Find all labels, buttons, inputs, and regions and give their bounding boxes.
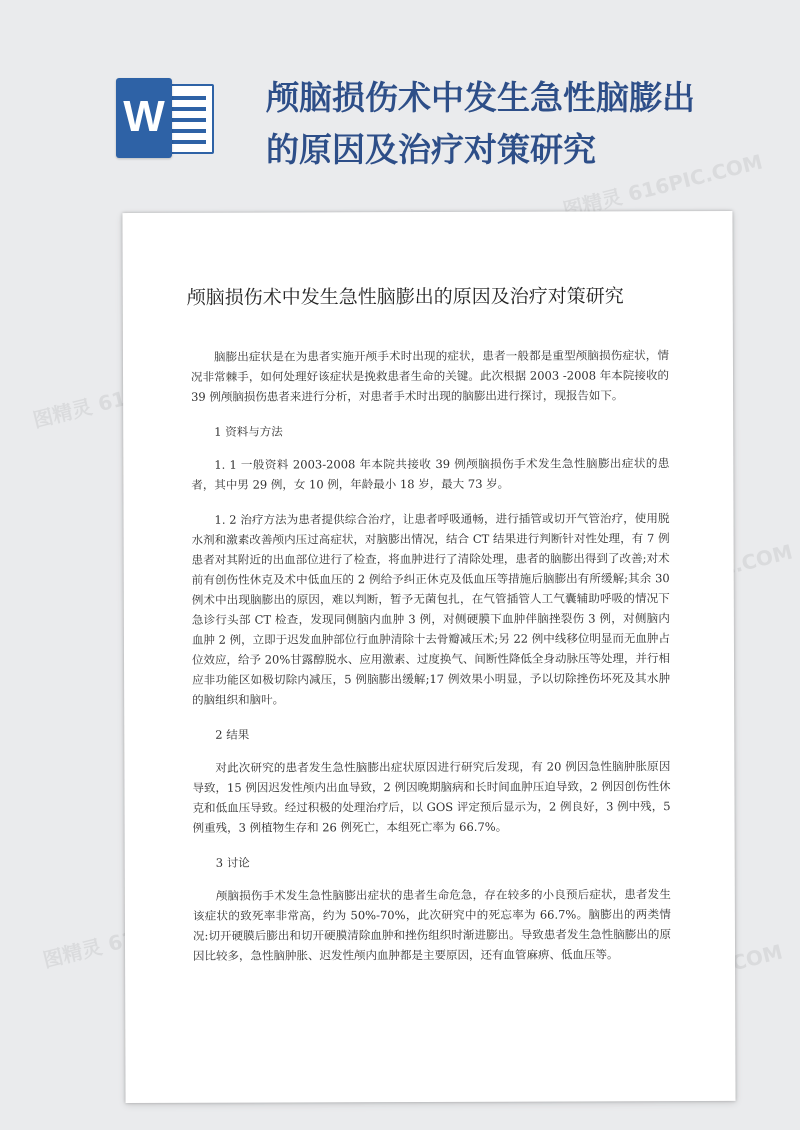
header-title: 颅脑损伤术中发生急性脑膨出的原因及治疗对策研究: [266, 78, 695, 169]
document-page: [122, 211, 735, 1103]
paragraph-treatment: 1. 2 治疗方法为患者提供综合治疗，让患者呼吸通畅，进行插管或切开气管治疗，使用脱水剂和激素改善颅内压过高症状，对脑膨出情况，结合 CT 结果进行判断针对性处理，有 7 例患者对其附近的出血部位进行了检查，将血肿进行了清除处理，患者的脑膨出得到了改善;对术前有创伤性休克及术中低血压的 2 例给予纠正休克及低血压等措施后脑膨出有所缓解;其余 30 例术中出现脑膨出的原因，难以判断，暂予无菌包扎，在气管插管人工气囊辅助呼吸的情况下急诊行头部 CT 检查，发现同侧脑内血肿 3 例，对侧硬膜下血肿伴脑挫裂伤 3 例，对侧脑内血肿 2 例，立即于迟发血肿部位行血肿清除十去骨瓣减压术;另 22 例中线移位明显而无血肿占位效应，给予 20%甘露醇脱水、应用激素、过度换气、间断性降低全身动脉压等处理，并行相应非功能区如极切除内减压，5 例脑膨出缓解;17 例效果小明显，予以切除挫伤坏死及其水肿的脑组织和脑叶。: [191, 511, 671, 707]
document-title: 颅脑损伤术中发生急性脑膨出的原因及治疗对策研究: [186, 285, 624, 309]
word-logo-badge: [116, 78, 172, 158]
word-document-icon: [116, 78, 216, 158]
watermark: 图精灵: [30, 394, 95, 433]
word-logo-letter: W: [123, 92, 165, 141]
paragraph-discussion: 颅脑损伤手术发生急性脑膨出症状的患者生命危急，存在较多的小良预后症状，患者发生该症状的致死率非常高，约为 50%-70%，此次研究中的死忘率为 66.7%。脑膨出的两类情况:切开硬膜后膨出和切开硬膜清除血肿和挫伤组织时渐进膨出。导致患者发生急性脑膨出的原因比较多，急性脑肿胀、迟发性颅内血肿都是主要原因，还有血管麻痹、低血压等。: [192, 887, 671, 963]
paragraph-general-data: 1. 1 一般资料 2003-2008 年本院共接收 39 例颅脑损伤手术发生急性脑膨出症状的患者，其中男 29 例，女 10 例，年龄最小 18 岁，最大 73 岁。: [191, 456, 670, 492]
watermark: 图精灵 616PIC.COM: [560, 149, 765, 223]
paragraph-results: 对此次研究的患者发生急性脑膨出症状原因进行研究后发现，有 20 例因急性脑肿胀原因导致，15 例因迟发性颅内出血导致，2 例因晚期脑病和长时间血肿压迫导致，2 例因创伤性休克和低血压导致。经过积极的处理治疗后，以 GOS 评定预后显示为，2 例良好，3 例中残，5 例重残，3 例植物生存和 26 例死亡，本组死亡率为 66.7%。: [192, 759, 671, 835]
section-heading-methods: 1 资料与方法: [214, 424, 283, 439]
section-heading-results: 2 结果: [215, 727, 250, 742]
document-body: [191, 345, 671, 981]
watermark: 图精灵: [40, 934, 105, 973]
paragraph-intro: 脑膨出症状是在为患者实施开颅手术时出现的症状，患者一般都是重型颅脑损伤症状，情况非常棘手，如何处理好该症状是挽救患者生命的关键。此次根据 2003 -2008 年本院接收的 39 例颅脑损伤患者来进行分析，对患者手术时出现的脑膨出进行探讨，现报告如下。: [190, 348, 670, 404]
section-heading-discussion: 3 讨论: [215, 855, 250, 870]
